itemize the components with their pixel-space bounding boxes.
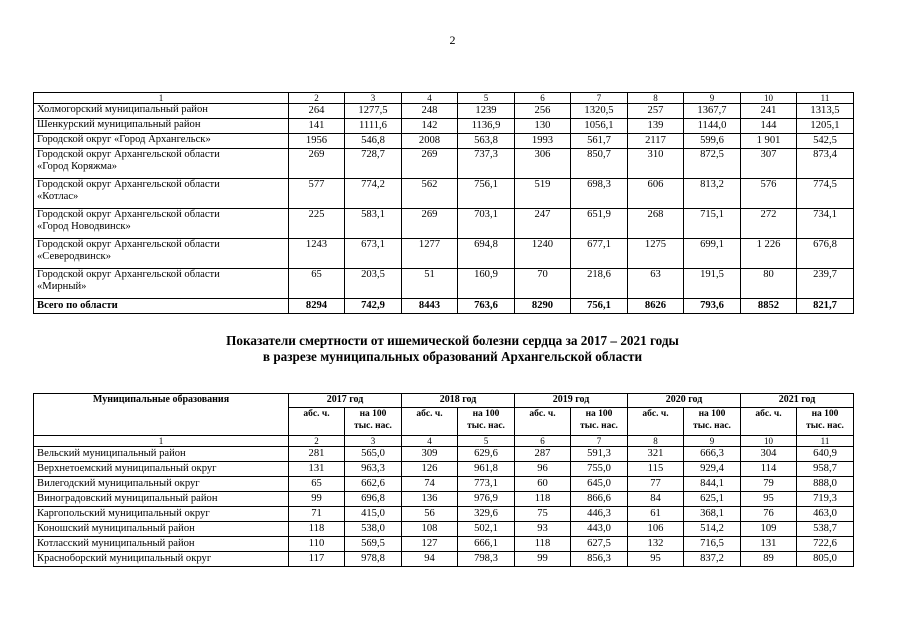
municipality-name-line: Городской округ «Город Архангельск»	[37, 134, 211, 145]
column-number: 5	[458, 93, 515, 104]
table-row	[34, 462, 854, 477]
table-cell: 813,2	[684, 179, 741, 209]
table-cell: 2008	[402, 134, 458, 149]
table-cell: 569,5	[345, 537, 402, 552]
table-cell: 443,0	[571, 522, 628, 537]
table-row	[34, 179, 854, 209]
total-cell: 8852	[741, 299, 797, 314]
column-number: 1	[34, 436, 289, 447]
subheader-rate	[571, 408, 628, 436]
table-cell: 755,0	[571, 462, 628, 477]
column-number: 6	[515, 93, 571, 104]
header-year: 2018 год	[402, 394, 515, 408]
municipality-name	[34, 104, 289, 119]
table-cell: 80	[741, 269, 797, 299]
table-cell: 676,8	[797, 239, 854, 269]
subheader-rate-line: тыс. нас.	[354, 421, 392, 431]
subheader-rate	[458, 408, 515, 436]
table-cell: 118	[515, 492, 571, 507]
table-cell: 99	[289, 492, 345, 507]
table-cell: 368,1	[684, 507, 741, 522]
ihd-mortality-table	[33, 393, 854, 567]
column-number: 8	[628, 93, 684, 104]
municipality-name: Вилегодский муниципальный округ	[34, 477, 289, 492]
table-cell: 677,1	[571, 239, 628, 269]
table-cell: 141	[289, 119, 345, 134]
table-cell: 873,4	[797, 149, 854, 179]
table-cell: 306	[515, 149, 571, 179]
table-cell: 96	[515, 462, 571, 477]
column-number: 11	[797, 93, 854, 104]
subheader-abs: абс. ч.	[289, 408, 345, 436]
total-cell: 8626	[628, 299, 684, 314]
table-cell: 281	[289, 447, 345, 462]
table-row	[34, 522, 854, 537]
table-cell: 1111,6	[345, 119, 402, 134]
subheader-abs: абс. ч.	[402, 408, 458, 436]
table-cell: 844,1	[684, 477, 741, 492]
table-cell: 563,8	[458, 134, 515, 149]
table-cell: 310	[628, 149, 684, 179]
table-cell: 963,3	[345, 462, 402, 477]
table-cell: 76	[741, 507, 797, 522]
table-cell: 627,5	[571, 537, 628, 552]
table-cell: 264	[289, 104, 345, 119]
table-cell: 719,3	[797, 492, 854, 507]
table-cell: 71	[289, 507, 345, 522]
table-row	[34, 492, 854, 507]
section-title-line-1: Показатели смертности от ишемической болезни сердца за 2017 – 2021 годы	[226, 333, 679, 348]
table-cell: 89	[741, 552, 797, 567]
column-number: 9	[684, 93, 741, 104]
municipality-name-line: Городской округ Архангельской области	[37, 179, 220, 190]
subheader-rate-line: на 100	[472, 409, 500, 419]
table-cell: 561,7	[571, 134, 628, 149]
table-cell: 225	[289, 209, 345, 239]
table-cell: 1956	[289, 134, 345, 149]
table-cell: 287	[515, 447, 571, 462]
table-cell: 51	[402, 269, 458, 299]
table-row	[34, 552, 854, 567]
table-cell: 866,6	[571, 492, 628, 507]
table-cell: 734,1	[797, 209, 854, 239]
municipality-name: Вельский муниципальный район	[34, 447, 289, 462]
municipality-name-line: «Мирный»	[37, 281, 87, 292]
municipality-name	[34, 149, 289, 179]
table-cell: 872,5	[684, 149, 741, 179]
municipality-name	[34, 119, 289, 134]
page-number: 2	[449, 33, 456, 47]
table-cell: 519	[515, 179, 571, 209]
table-cell: 1 226	[741, 239, 797, 269]
table-cell: 538,7	[797, 522, 854, 537]
municipality-name: Красноборский муниципальный округ	[34, 552, 289, 567]
table-cell: 109	[741, 522, 797, 537]
column-number: 2	[289, 436, 345, 447]
column-number-row	[34, 436, 854, 447]
table-cell: 716,5	[684, 537, 741, 552]
table-cell: 673,1	[345, 239, 402, 269]
table-cell: 110	[289, 537, 345, 552]
header-year: 2020 год	[628, 394, 741, 408]
subheader-rate-line: тыс. нас.	[806, 421, 844, 431]
table-cell: 1313,5	[797, 104, 854, 119]
table-cell: 699,1	[684, 239, 741, 269]
table-cell: 74	[402, 477, 458, 492]
table-cell: 722,6	[797, 537, 854, 552]
table-cell: 1144,0	[684, 119, 741, 134]
table-cell: 272	[741, 209, 797, 239]
table-row	[34, 447, 854, 462]
table-cell: 329,6	[458, 507, 515, 522]
subheader-rate-line: на 100	[359, 409, 387, 419]
total-cell: 793,6	[684, 299, 741, 314]
column-number: 2	[289, 93, 345, 104]
table-cell: 63	[628, 269, 684, 299]
municipality-name: Каргопольский муниципальный округ	[34, 507, 289, 522]
table-cell: 888,0	[797, 477, 854, 492]
municipality-name	[34, 209, 289, 239]
table-cell: 1993	[515, 134, 571, 149]
table-cell: 136	[402, 492, 458, 507]
table-cell: 248	[402, 104, 458, 119]
municipality-name	[34, 239, 289, 269]
municipality-name: Коношский муниципальный район	[34, 522, 289, 537]
municipality-name	[34, 269, 289, 299]
table-row	[34, 507, 854, 522]
column-number: 9	[684, 436, 741, 447]
table-cell: 1367,7	[684, 104, 741, 119]
table-cell: 662,6	[345, 477, 402, 492]
table-cell: 546,8	[345, 134, 402, 149]
table-cell: 696,8	[345, 492, 402, 507]
table-cell: 837,2	[684, 552, 741, 567]
subheader-abs: абс. ч.	[515, 408, 571, 436]
municipality-name: Виноградовский муниципальный район	[34, 492, 289, 507]
header-year: 2021 год	[741, 394, 854, 408]
table-cell: 694,8	[458, 239, 515, 269]
municipality-name-line: «Город Новодвинск»	[37, 221, 131, 232]
total-row	[34, 299, 854, 314]
table-cell: 117	[289, 552, 345, 567]
table-cell: 651,9	[571, 209, 628, 239]
table-cell: 756,1	[458, 179, 515, 209]
table-cell: 203,5	[345, 269, 402, 299]
column-number: 11	[797, 436, 854, 447]
table-cell: 241	[741, 104, 797, 119]
table-cell: 114	[741, 462, 797, 477]
table-row	[34, 537, 854, 552]
table-cell: 514,2	[684, 522, 741, 537]
table-cell: 850,7	[571, 149, 628, 179]
table-cell: 257	[628, 104, 684, 119]
municipality-name: Верхнетоемский муниципальный округ	[34, 462, 289, 477]
table-cell: 666,1	[458, 537, 515, 552]
table-cell: 583,1	[345, 209, 402, 239]
table-cell: 645,0	[571, 477, 628, 492]
table-cell: 576	[741, 179, 797, 209]
municipality-name-line: Шенкурский муниципальный район	[37, 119, 201, 130]
table-cell: 666,3	[684, 447, 741, 462]
table-cell: 1240	[515, 239, 571, 269]
section-title-line-2: в разрезе муниципальных образований Архангельской области	[262, 349, 643, 364]
table-cell: 142	[402, 119, 458, 134]
table-row	[34, 477, 854, 492]
table-cell: 1243	[289, 239, 345, 269]
municipality-name-line: Городской округ Архангельской области	[37, 149, 220, 160]
table-cell: 703,1	[458, 209, 515, 239]
table-cell: 1320,5	[571, 104, 628, 119]
column-number: 10	[741, 436, 797, 447]
table-cell: 591,3	[571, 447, 628, 462]
table-cell: 976,9	[458, 492, 515, 507]
table-cell: 61	[628, 507, 684, 522]
municipality-name-line: Городской округ Архангельской области	[37, 209, 220, 220]
column-number: 1	[34, 93, 289, 104]
table-cell: 978,8	[345, 552, 402, 567]
table-cell: 99	[515, 552, 571, 567]
total-label: Всего по области	[34, 299, 289, 314]
table-cell: 256	[515, 104, 571, 119]
table-cell: 1277	[402, 239, 458, 269]
subheader-rate	[797, 408, 854, 436]
table-cell: 118	[289, 522, 345, 537]
subheader-rate-line: тыс. нас.	[467, 421, 505, 431]
column-number-row	[34, 93, 854, 104]
table-cell: 239,7	[797, 269, 854, 299]
total-cell: 756,1	[571, 299, 628, 314]
table-cell: 84	[628, 492, 684, 507]
municipality-name-line: Холмогорский муниципальный район	[37, 104, 208, 115]
total-cell: 8443	[402, 299, 458, 314]
table-cell: 1275	[628, 239, 684, 269]
table-row	[34, 269, 854, 299]
table-cell: 774,2	[345, 179, 402, 209]
table-cell: 191,5	[684, 269, 741, 299]
table-cell: 144	[741, 119, 797, 134]
table-cell: 75	[515, 507, 571, 522]
table-cell: 415,0	[345, 507, 402, 522]
table-cell: 95	[741, 492, 797, 507]
table-cell: 1136,9	[458, 119, 515, 134]
table-cell: 562	[402, 179, 458, 209]
column-number: 3	[345, 93, 402, 104]
table-cell: 640,9	[797, 447, 854, 462]
table-cell: 247	[515, 209, 571, 239]
table-cell: 728,7	[345, 149, 402, 179]
table-cell: 698,3	[571, 179, 628, 209]
total-cell: 821,7	[797, 299, 854, 314]
table-cell: 126	[402, 462, 458, 477]
table-cell: 929,4	[684, 462, 741, 477]
table-cell: 309	[402, 447, 458, 462]
header-year: 2019 год	[515, 394, 628, 408]
table-cell: 542,5	[797, 134, 854, 149]
table-cell: 131	[741, 537, 797, 552]
table-cell: 268	[628, 209, 684, 239]
table-cell: 77	[628, 477, 684, 492]
table-cell: 958,7	[797, 462, 854, 477]
table-cell: 599,6	[684, 134, 741, 149]
table-cell: 127	[402, 537, 458, 552]
table-cell: 538,0	[345, 522, 402, 537]
table-row	[34, 239, 854, 269]
table-row	[34, 119, 854, 134]
column-number: 4	[402, 93, 458, 104]
column-number: 10	[741, 93, 797, 104]
table-cell: 1277,5	[345, 104, 402, 119]
municipality-name	[34, 179, 289, 209]
column-number: 5	[458, 436, 515, 447]
table-cell: 1 901	[741, 134, 797, 149]
table-cell: 1205,1	[797, 119, 854, 134]
table-cell: 1056,1	[571, 119, 628, 134]
table-cell: 60	[515, 477, 571, 492]
column-number: 6	[515, 436, 571, 447]
table-cell: 774,5	[797, 179, 854, 209]
table-cell: 70	[515, 269, 571, 299]
municipality-name-line: «Северодвинск»	[37, 251, 112, 262]
table-cell: 629,6	[458, 447, 515, 462]
subheader-rate-line: на 100	[811, 409, 839, 419]
table-cell: 218,6	[571, 269, 628, 299]
table-cell: 93	[515, 522, 571, 537]
table-cell: 502,1	[458, 522, 515, 537]
table-cell: 131	[289, 462, 345, 477]
subheader-rate	[684, 408, 741, 436]
column-number: 3	[345, 436, 402, 447]
column-number: 4	[402, 436, 458, 447]
table-cell: 65	[289, 477, 345, 492]
table-cell: 773,1	[458, 477, 515, 492]
table-cell: 625,1	[684, 492, 741, 507]
table-cell: 95	[628, 552, 684, 567]
table-row	[34, 104, 854, 119]
header-municipality: Муниципальные образования	[34, 394, 289, 436]
table-cell: 577	[289, 179, 345, 209]
table-cell: 118	[515, 537, 571, 552]
total-cell: 8294	[289, 299, 345, 314]
table-cell: 160,9	[458, 269, 515, 299]
table-cell: 446,3	[571, 507, 628, 522]
subheader-rate-line: тыс. нас.	[580, 421, 618, 431]
subheader-rate-line: на 100	[585, 409, 613, 419]
table-cell: 463,0	[797, 507, 854, 522]
table-cell: 115	[628, 462, 684, 477]
table-cell: 304	[741, 447, 797, 462]
header-year: 2017 год	[289, 394, 402, 408]
table-cell: 269	[289, 149, 345, 179]
table-cell: 565,0	[345, 447, 402, 462]
municipality-name-line: Городской округ Архангельской области	[37, 239, 220, 250]
subheader-abs: абс. ч.	[741, 408, 797, 436]
table-cell: 321	[628, 447, 684, 462]
table-cell: 130	[515, 119, 571, 134]
table-cell: 108	[402, 522, 458, 537]
table-cell: 715,1	[684, 209, 741, 239]
municipality-name: Котласский муниципальный район	[34, 537, 289, 552]
subheader-rate	[345, 408, 402, 436]
table-cell: 1239	[458, 104, 515, 119]
total-cell: 763,6	[458, 299, 515, 314]
subheader-rate-line: тыс. нас.	[693, 421, 731, 431]
table-cell: 65	[289, 269, 345, 299]
table-cell: 269	[402, 209, 458, 239]
table-cell: 269	[402, 149, 458, 179]
column-number: 7	[571, 93, 628, 104]
table-cell: 805,0	[797, 552, 854, 567]
table-cell: 961,8	[458, 462, 515, 477]
table-cell: 94	[402, 552, 458, 567]
table-row	[34, 134, 854, 149]
municipality-name	[34, 134, 289, 149]
municipality-name-line: Городской округ Архангельской области	[37, 269, 220, 280]
column-number: 7	[571, 436, 628, 447]
table-cell: 56	[402, 507, 458, 522]
table-cell: 79	[741, 477, 797, 492]
total-cell: 8290	[515, 299, 571, 314]
table-cell: 2117	[628, 134, 684, 149]
column-number: 8	[628, 436, 684, 447]
table-cell: 606	[628, 179, 684, 209]
table-row	[34, 209, 854, 239]
table-cell: 307	[741, 149, 797, 179]
municipality-name-line: «Котлас»	[37, 191, 79, 202]
table-cell: 856,3	[571, 552, 628, 567]
mortality-table-continued	[33, 92, 854, 314]
table-row	[34, 149, 854, 179]
table-cell: 106	[628, 522, 684, 537]
municipality-name-line: «Город Коряжма»	[37, 161, 118, 172]
table-cell: 737,3	[458, 149, 515, 179]
table-cell: 139	[628, 119, 684, 134]
table-cell: 798,3	[458, 552, 515, 567]
table-cell: 132	[628, 537, 684, 552]
total-cell: 742,9	[345, 299, 402, 314]
subheader-rate-line: на 100	[698, 409, 726, 419]
subheader-abs: абс. ч.	[628, 408, 684, 436]
